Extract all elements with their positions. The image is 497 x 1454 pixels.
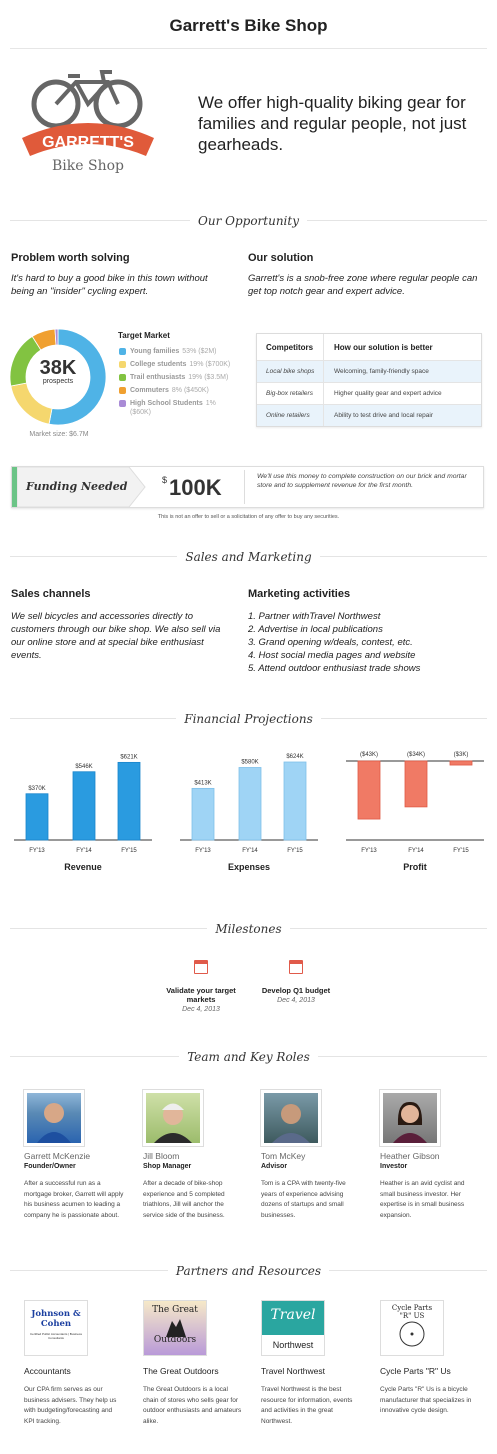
legend-item bbox=[119, 373, 234, 382]
funding-text: We'll use this money to complete construction on our brick and mortar store and to supplement revenue for the first month. bbox=[257, 473, 467, 489]
col-competitors: Competitors bbox=[257, 334, 324, 360]
milestone-title: Validate your target markets bbox=[166, 986, 236, 1004]
tick-label: FY'13 bbox=[29, 848, 45, 854]
partner-desc: Travel Northwest is the best resource for information, events and activities in the great Northwest. bbox=[261, 1386, 353, 1425]
legend-label: Young families bbox=[130, 348, 180, 355]
funding-currency: $ bbox=[162, 475, 168, 485]
marketing-title: Marketing activities bbox=[248, 588, 351, 600]
disclaimer: This is not an offer to sell or a solicitation of any offer to buy any securities. bbox=[157, 514, 340, 520]
partner-logo-great-outdoors: The Great Outdoors bbox=[143, 1300, 207, 1356]
calendar-icon bbox=[289, 960, 303, 974]
section-sales bbox=[0, 548, 497, 566]
partner-name: Accountants bbox=[24, 1366, 71, 1376]
team-member bbox=[143, 1151, 243, 1221]
member-role: Founder/Owner bbox=[24, 1163, 76, 1170]
chart-title: Expenses bbox=[227, 862, 271, 872]
partner-name: Cycle Parts "R" Us bbox=[380, 1366, 451, 1376]
milestone-item bbox=[255, 960, 337, 1004]
legend-swatch bbox=[119, 374, 126, 381]
partner-item bbox=[261, 1366, 361, 1427]
member-role: Shop Manager bbox=[143, 1163, 192, 1170]
avatar bbox=[24, 1090, 84, 1146]
calendar-icon bbox=[194, 960, 208, 974]
avatar bbox=[380, 1090, 440, 1146]
problem-text: It's hard to buy a good bike in this town without being an "insider" cycling expert. bbox=[11, 273, 208, 297]
legend-swatch bbox=[119, 361, 126, 368]
legend-label: Trail enthusiasts bbox=[130, 374, 186, 381]
data-label: $370K bbox=[28, 785, 46, 792]
list-item: 4. Host social media pages and website bbox=[248, 650, 416, 661]
problem-title: Problem worth solving bbox=[11, 252, 130, 264]
bar-FY'15 bbox=[450, 761, 472, 765]
logo-line2: Bike Shop bbox=[52, 158, 124, 174]
partner-name: Travel Northwest bbox=[261, 1366, 325, 1376]
donut-slice-1 bbox=[11, 383, 52, 424]
section-partners-title: Partners and Resources bbox=[168, 1264, 329, 1278]
bike-shop-logo bbox=[18, 68, 158, 178]
channels-title: Sales channels bbox=[11, 588, 91, 600]
member-desc: Tom is a CPA with twenty-five years of experience advising dozens of startups and small businesses. bbox=[261, 1180, 346, 1219]
legend-item bbox=[119, 386, 234, 395]
section-opportunity bbox=[0, 212, 497, 230]
legend-swatch bbox=[119, 400, 126, 407]
tick-label: FY'13 bbox=[361, 848, 377, 854]
bar-FY'14 bbox=[405, 761, 427, 807]
bar-FY'13 bbox=[26, 794, 48, 840]
bar-FY'15 bbox=[118, 762, 140, 840]
target-market-title: Target Market bbox=[118, 331, 170, 340]
data-label: ($34K) bbox=[406, 752, 426, 758]
funding-label: Funding Needed bbox=[26, 480, 128, 493]
team-member bbox=[261, 1151, 361, 1221]
channels-text: We sell bicycles and accessories directly to customers through our bike shop. We also sell via our online store and at special bike enthusiast events. bbox=[11, 611, 221, 661]
tick-label: FY'14 bbox=[408, 848, 424, 854]
logo-line1: GARRETT'S bbox=[42, 134, 134, 151]
market-unit: prospects bbox=[42, 378, 74, 385]
legend-value: 8% ($450K) bbox=[171, 387, 209, 394]
legend-swatch bbox=[119, 387, 126, 394]
partner-name: The Great Outdoors bbox=[143, 1366, 219, 1376]
solution-title: Our solution bbox=[248, 252, 314, 264]
list-item: 5. Attend outdoor enthusiast trade shows bbox=[248, 663, 421, 674]
legend-item bbox=[119, 347, 234, 356]
partner-item bbox=[143, 1366, 243, 1427]
legend-item bbox=[119, 399, 234, 417]
member-name: Heather Gibson bbox=[380, 1151, 440, 1161]
chart-title: Profit bbox=[403, 862, 427, 872]
data-label: ($43K) bbox=[359, 752, 379, 758]
tick-label: FY'15 bbox=[121, 848, 137, 854]
milestone-title: Develop Q1 budget bbox=[261, 986, 331, 995]
page-title: Garrett's Bike Shop bbox=[169, 16, 328, 35]
legend-label: High School Students bbox=[130, 400, 203, 407]
market-legend bbox=[119, 347, 234, 421]
team-member bbox=[24, 1151, 124, 1221]
legend-item bbox=[119, 360, 234, 369]
section-milestones bbox=[0, 920, 497, 938]
section-sales-title: Sales and Marketing bbox=[177, 550, 319, 564]
legend-value: 1% ($60K) bbox=[130, 400, 216, 416]
table-header bbox=[257, 334, 481, 360]
funding-divider bbox=[244, 470, 245, 504]
data-label: ($3K) bbox=[453, 752, 469, 758]
avatar bbox=[143, 1090, 203, 1146]
bar-FY'13 bbox=[192, 788, 214, 840]
table-row: Local bike shops Welcoming, family-friendly space bbox=[257, 360, 481, 382]
chart-title: Revenue bbox=[64, 862, 102, 872]
section-financial bbox=[0, 710, 497, 728]
tick-label: FY'14 bbox=[76, 848, 92, 854]
milestone-date: Dec 4, 2013 bbox=[277, 997, 315, 1004]
partner-desc: Cycle Parts "R" Us is a bicycle manufacturer that specializes in innovative cycle design. bbox=[380, 1386, 472, 1414]
member-name: Jill Bloom bbox=[143, 1151, 180, 1161]
header-divider bbox=[10, 48, 487, 49]
member-name: Garrett McKenzie bbox=[24, 1151, 91, 1161]
partner-logo-travel-northwest: Travel Northwest bbox=[261, 1300, 325, 1356]
partner-item bbox=[24, 1366, 124, 1427]
avatar bbox=[261, 1090, 321, 1146]
member-desc: Heather is an avid cyclist and small business investor. Her expertise is in small business expansion. bbox=[380, 1180, 465, 1219]
member-role: Advisor bbox=[261, 1163, 288, 1170]
member-role: Investor bbox=[380, 1163, 408, 1170]
tick-label: FY'15 bbox=[453, 848, 469, 854]
bar-FY'13 bbox=[358, 761, 380, 819]
legend-value: 19% ($700K) bbox=[189, 361, 231, 368]
tick-label: FY'15 bbox=[287, 848, 303, 854]
partner-desc: Our CPA firm serves as our business advisers. They help us with budgeting/forecasting and KPI tracking. bbox=[24, 1386, 117, 1425]
bar-FY'14 bbox=[239, 768, 261, 841]
solution-text: Garrett's is a snob-free zone where regular people can get top notch gear and expert advice. bbox=[248, 273, 478, 297]
tagline: We offer high-quality biking gear for families and regular people, not just gearheads. bbox=[198, 93, 467, 154]
list-item: 2. Advertise in local publications bbox=[248, 624, 383, 635]
bar-FY'14 bbox=[73, 772, 95, 840]
partner-item bbox=[380, 1366, 480, 1417]
data-label: $621K bbox=[120, 754, 138, 761]
data-label: $413K bbox=[194, 780, 212, 787]
marketing-list bbox=[248, 610, 484, 675]
section-opportunity-title: Our Opportunity bbox=[190, 214, 307, 228]
legend-value: 19% ($3.5M) bbox=[188, 374, 229, 381]
financial-charts bbox=[0, 735, 497, 875]
member-name: Tom McKey bbox=[261, 1151, 306, 1161]
milestone-item bbox=[160, 960, 242, 1013]
partner-logo-johnson-cohen: Johnson & Cohen Certified Public Accountants | Business Consultants bbox=[24, 1300, 88, 1356]
partner-desc: The Great Outdoors is a local chain of stores who sells gear for outdoor enthusiasts and amateurs alike. bbox=[143, 1386, 242, 1425]
section-team bbox=[0, 1048, 497, 1066]
market-size: Market size: $6.7M bbox=[29, 431, 89, 438]
section-financial-title: Financial Projections bbox=[176, 712, 321, 726]
funding-amount: 100K bbox=[169, 475, 222, 500]
section-partners bbox=[0, 1262, 497, 1280]
data-label: $624K bbox=[286, 754, 304, 760]
section-team-title: Team and Key Roles bbox=[179, 1050, 318, 1064]
tick-label: FY'13 bbox=[195, 848, 211, 854]
member-desc: After a decade of bike-shop experience and 5 completed triathlons, Jill will anchor the service side of the business. bbox=[143, 1180, 225, 1219]
donut-center bbox=[8, 358, 108, 385]
legend-label: Commuters bbox=[130, 387, 169, 394]
legend-label: College students bbox=[130, 361, 187, 368]
tick-label: FY'14 bbox=[242, 848, 258, 854]
funding-box bbox=[11, 466, 484, 508]
market-value: 38K bbox=[39, 357, 77, 379]
list-item: 1. Partner withTravel Northwest bbox=[248, 611, 381, 622]
section-milestones-title: Milestones bbox=[207, 922, 289, 936]
data-label: $580K bbox=[241, 759, 259, 766]
milestone-date: Dec 4, 2013 bbox=[182, 1006, 220, 1013]
legend-swatch bbox=[119, 348, 126, 355]
table-row: Online retailers Ability to test drive and local repair bbox=[257, 404, 481, 426]
list-item: 3. Grand opening w/deals, contest, etc. bbox=[248, 637, 413, 648]
partner-logo-cycle-parts: Cycle Parts "R" US bbox=[380, 1300, 444, 1356]
team-member bbox=[380, 1151, 480, 1221]
bar-FY'15 bbox=[284, 762, 306, 840]
data-label: $546K bbox=[75, 763, 93, 770]
table-row: Big-box retailers Higher quality gear and expert advice bbox=[257, 382, 481, 404]
legend-value: 53% ($2M) bbox=[182, 348, 217, 355]
col-better: How our solution is better bbox=[334, 342, 433, 352]
member-desc: After a successful run as a mortgage broker, Garrett will apply his business acumen to leading a company he is passionate about. bbox=[24, 1180, 124, 1219]
competitor-table bbox=[256, 333, 482, 427]
